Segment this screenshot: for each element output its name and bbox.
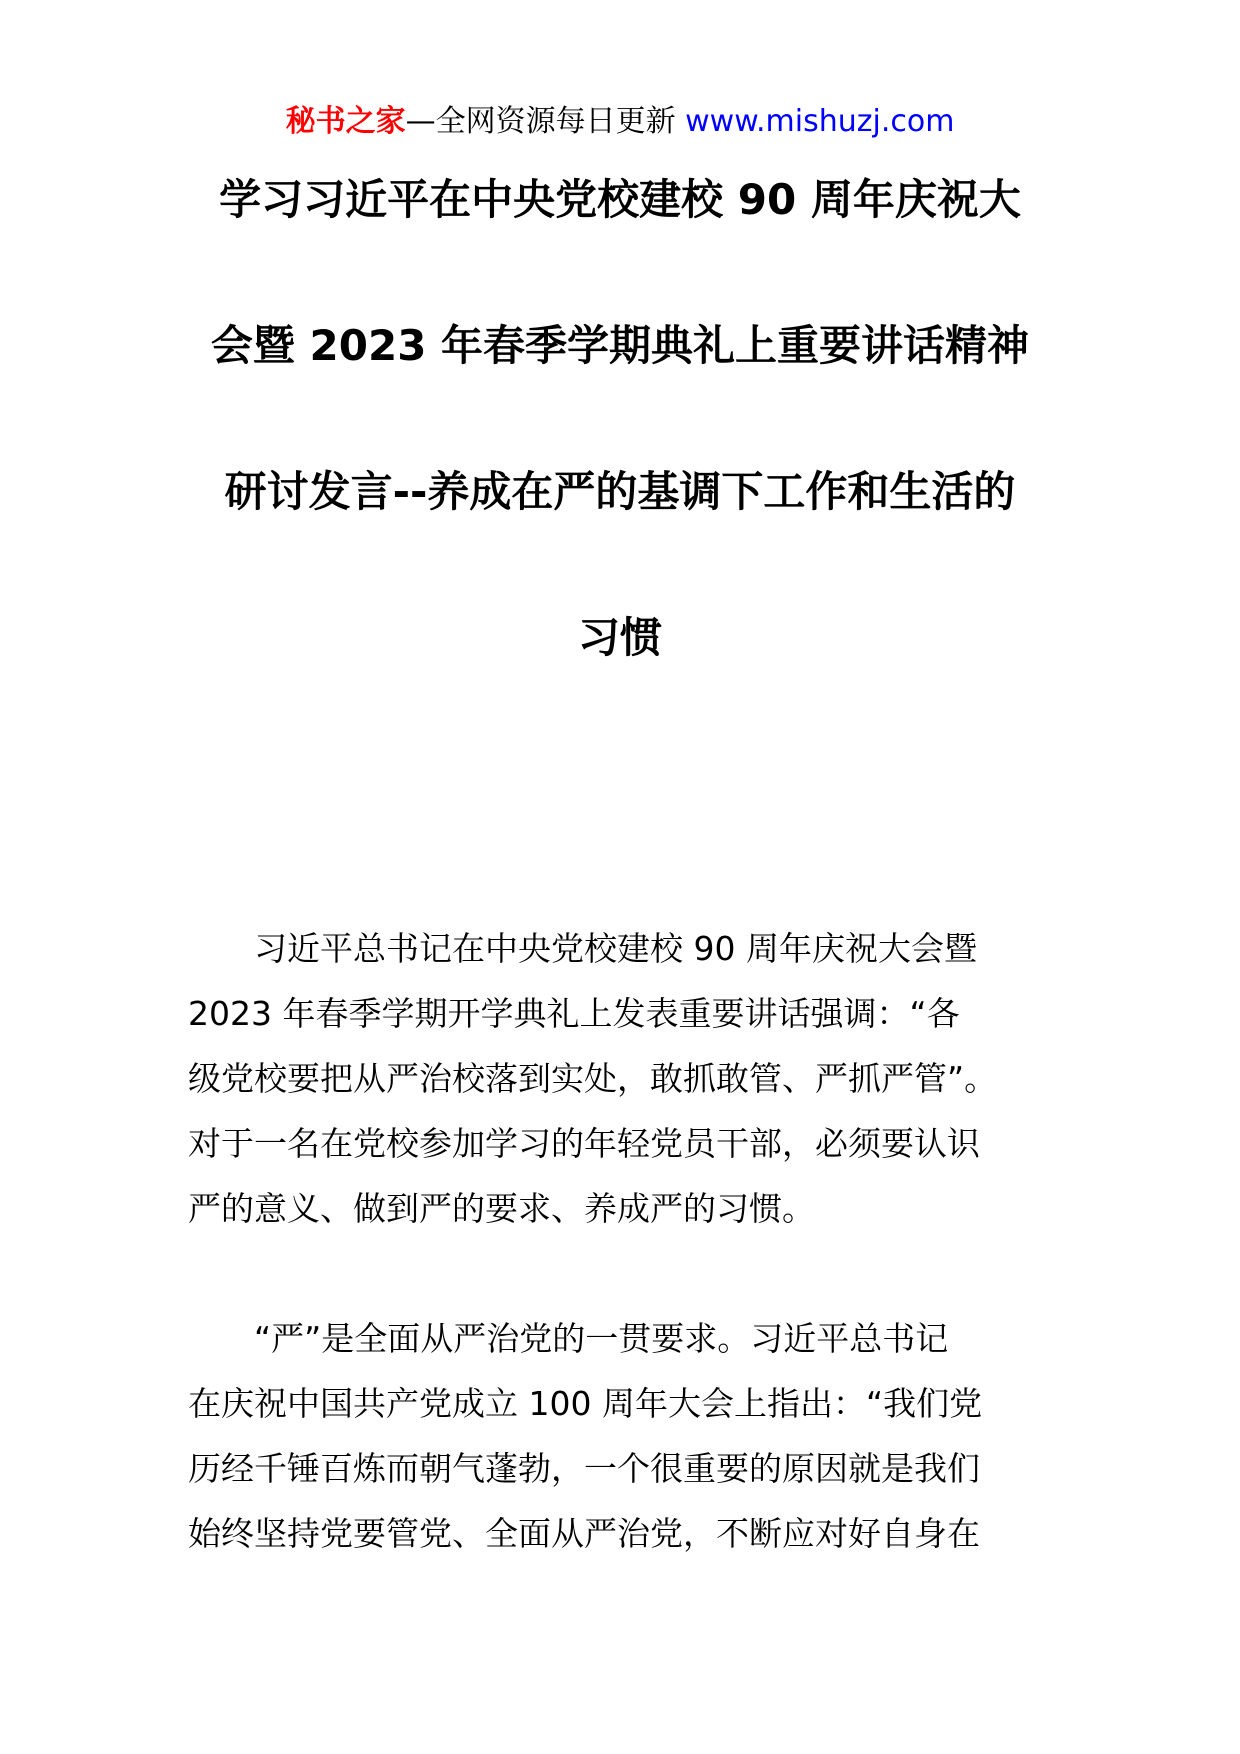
paragraph-1 [188,916,1058,1241]
title-line: 研讨发言--养成在严的基调下工作和生活的 [224,467,1016,516]
document-body [188,916,1058,1566]
paragraph-line: 习近平总书记在中央党校建校 90 周年庆祝大会暨 [254,929,977,968]
paragraph-2 [188,1306,1058,1566]
document-title [160,170,1080,754]
paragraph-line: 在庆祝中国共产党成立 100 周年大会上指出：“我们党 [188,1384,983,1423]
paragraph-line: 对于一名在党校参加学习的年轻党员干部，必须要认识 [188,1124,980,1163]
site-header [0,100,1240,144]
title-line: 会暨 2023 年春季学期典礼上重要讲话精神 [210,321,1030,370]
paragraph-line: 历经千锤百炼而朝气蓬勃，一个很重要的原因就是我们 [188,1449,980,1488]
paragraph-line: 级党校要把从严治校落到实处，敢抓敢管、严抓严管”。 [188,1059,998,1098]
paragraph-line: 严的意义、做到严的要求、养成严的习惯。 [188,1189,815,1228]
site-brand: 秘书之家 [285,104,406,139]
title-line: 学习习近平在中央党校建校 90 周年庆祝大 [219,175,1021,224]
paragraph-line: 始终坚持党要管党、全面从严治党，不断应对好自身在 [188,1514,980,1553]
title-line: 习惯 [577,613,662,662]
paragraph-line: 2023 年春季学期开学典礼上发表重要讲话强调：“各 [188,994,960,1033]
paragraph-line: “严”是全面从严治党的一贯要求。习近平总书记 [254,1319,949,1358]
site-url-link[interactable]: www.mishuzj.com [685,104,955,139]
site-slogan: —全网资源每日更新 [405,104,676,139]
